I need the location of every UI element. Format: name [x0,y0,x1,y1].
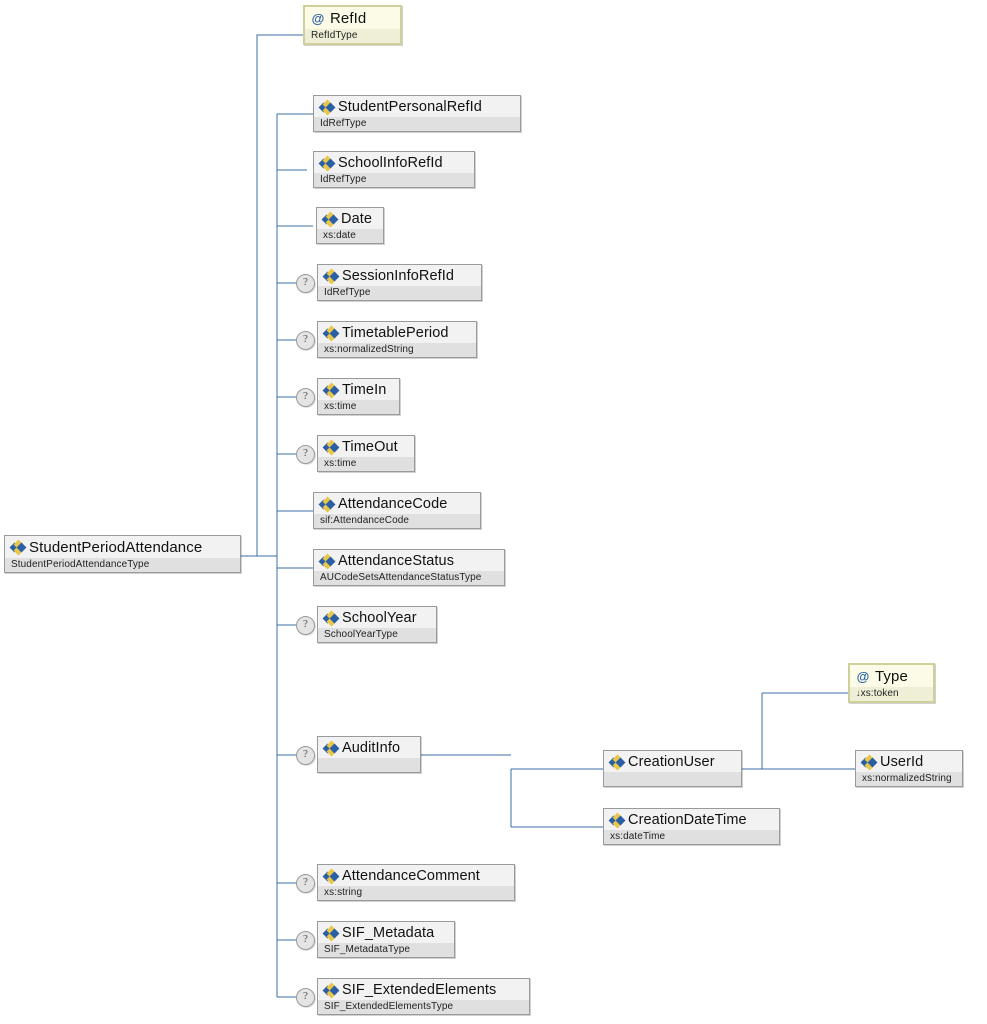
node-label: CreationUser [628,754,715,770]
node-type: xs:string [318,886,514,900]
node-type: IdRefType [314,173,474,187]
node-type: xs:normalizedString [318,343,476,357]
node-auditinfo[interactable] [317,736,421,773]
optional-marker-label: ? [303,990,308,1002]
node-studentperiodattendance[interactable] [4,535,241,573]
node-label: SchoolInfoRefId [338,155,443,171]
node-label: UserId [880,754,924,770]
node-title [856,751,962,772]
node-sif-metadata[interactable] [317,921,455,958]
node-title [318,436,414,457]
node-label: StudentPersonalRefId [338,99,482,115]
node-label: SchoolYear [342,610,417,626]
node-type: RefIdType [305,29,400,43]
node-label: SIF_Metadata [342,925,435,941]
element-icon [324,870,337,883]
element-icon [324,742,337,755]
optional-marker-label: ? [303,333,308,345]
node-studentpersonalrefid[interactable] [313,95,521,132]
node-attendancestatus[interactable] [313,549,505,586]
node-title [318,607,436,628]
node-title [318,322,476,343]
node-label: CreationDateTime [628,812,747,828]
node-type [318,758,420,772]
node-type: StudentPeriodAttendanceType [5,558,240,572]
node-type: sif:AttendanceCode [314,514,480,528]
node-timeout[interactable] [317,435,415,472]
attribute-icon: @ [856,668,870,684]
node-title [5,536,240,558]
node-label: TimeOut [342,439,398,455]
optional-marker-label: ? [303,276,308,288]
node-title [604,751,741,772]
element-icon [323,213,336,226]
element-icon [11,541,24,554]
optional-marker-label: ? [303,618,308,630]
node-label: TimeIn [342,382,387,398]
element-icon [320,498,333,511]
element-icon [324,927,337,940]
node-timetableperiod[interactable] [317,321,477,358]
node-title [318,979,529,1000]
element-icon [320,157,333,170]
node-date[interactable] [316,207,384,244]
node-title [314,152,474,173]
node-title [318,737,420,758]
node-type: SchoolYearType [318,628,436,642]
optional-marker-label: ? [303,933,308,945]
node-title [318,379,399,400]
node-type [604,772,741,786]
node-attendancecode[interactable] [313,492,481,529]
node-label: Date [341,211,373,227]
node-type: xs:time [318,457,414,471]
optional-marker [296,874,315,893]
node-timein[interactable] [317,378,400,415]
node-label: SessionInfoRefId [342,268,455,284]
node-title [318,922,454,943]
node-title [305,7,400,29]
optional-marker-label: ? [303,390,308,402]
node-creationuser[interactable] [603,750,742,787]
node-type: IdRefType [314,117,520,131]
node-title [318,265,481,286]
node-type: SIF_ExtendedElementsType [318,1000,529,1014]
node-type: xs:normalizedString [856,772,962,786]
node-type [850,687,933,701]
optional-marker-label: ? [303,447,308,459]
element-icon [610,756,623,769]
element-icon [324,327,337,340]
node-creationdatetime[interactable] [603,808,780,845]
element-icon [610,814,623,827]
node-label: AttendanceStatus [338,553,455,569]
node-title [850,665,933,687]
derived-arrow-icon: ↓ [856,688,861,698]
node-title [314,550,504,571]
node-title [314,96,520,117]
optional-marker [296,274,315,293]
optional-marker [296,988,315,1007]
node-sif-extendedelements[interactable] [317,978,530,1015]
node-schoolinforefid[interactable] [313,151,475,188]
element-icon [324,270,337,283]
optional-marker [296,931,315,950]
node-type: IdRefType [318,286,481,300]
node-type: xs:date [317,229,383,243]
element-icon [324,441,337,454]
node-type-text: xs:token [860,688,899,699]
attribute-icon: @ [311,10,325,26]
element-icon [324,384,337,397]
node-label: TimetablePeriod [342,325,449,341]
optional-marker [296,331,315,350]
element-icon [320,101,333,114]
node-type: SIF_MetadataType [318,943,454,957]
element-icon [324,612,337,625]
node-type-attribute[interactable] [848,663,935,703]
optional-marker [296,616,315,635]
node-title [604,809,779,830]
optional-marker [296,388,315,407]
node-title [314,493,480,514]
node-attendancecomment[interactable] [317,864,515,901]
optional-marker [296,746,315,765]
optional-marker-label: ? [303,748,308,760]
node-type: xs:dateTime [604,830,779,844]
node-userid[interactable] [855,750,963,787]
node-label: AuditInfo [342,740,401,756]
node-label: AttendanceCode [338,496,448,512]
optional-marker-label: ? [303,876,308,888]
node-refid[interactable] [303,5,402,45]
node-type: xs:time [318,400,399,414]
element-icon [324,984,337,997]
node-title [317,208,383,229]
element-icon [320,555,333,568]
node-type: AUCodeSetsAttendanceStatusType [314,571,504,585]
node-label: SIF_ExtendedElements [342,982,497,998]
node-label: Type [875,668,908,685]
node-schoolyear[interactable] [317,606,437,643]
node-label: AttendanceComment [342,868,480,884]
node-sessioninforefid[interactable] [317,264,482,301]
optional-marker [296,445,315,464]
node-label: RefId [330,10,367,27]
node-label: StudentPeriodAttendance [29,539,203,556]
element-icon [862,756,875,769]
node-title [318,865,514,886]
